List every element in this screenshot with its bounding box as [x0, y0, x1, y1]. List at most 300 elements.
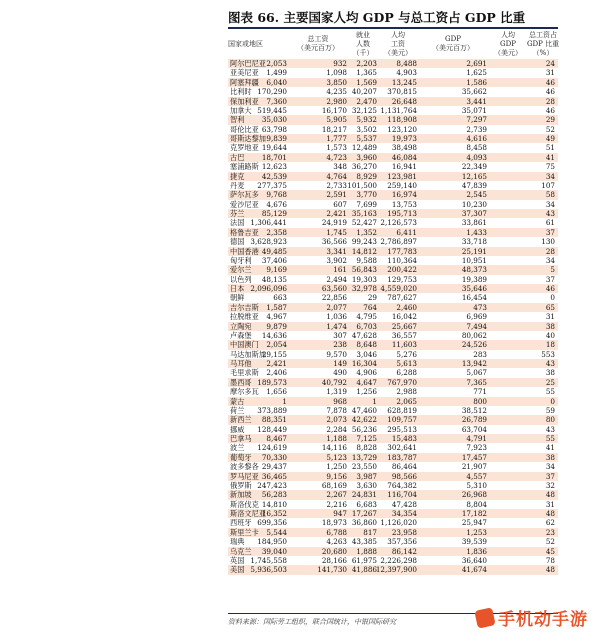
- row-wage-per-capita: 7,125: [356, 434, 377, 443]
- table-row: [228, 143, 558, 152]
- row-wage-share: 65: [545, 302, 555, 312]
- row-wage-share: 55: [545, 434, 555, 443]
- row-country: 西班牙: [230, 518, 252, 528]
- row-gdp: 195,713: [387, 209, 417, 218]
- row-gdp: 1,126,020: [380, 518, 417, 528]
- row-gdp: 47,428: [391, 499, 417, 509]
- row-gdp: 38,498: [391, 143, 417, 153]
- row-wage-per-capita: 3,046: [356, 349, 377, 359]
- row-gdp: 13,753: [391, 199, 417, 209]
- row-gdp-per-capita: 35,646: [461, 284, 487, 293]
- row-wage-per-capita: 1,352: [356, 227, 377, 237]
- row-total-wages: 88,351: [261, 415, 287, 425]
- row-employment: 7,878: [326, 405, 347, 415]
- table-row: [228, 472, 558, 481]
- row-employment: 2,980: [326, 96, 347, 106]
- row-gdp: 46,084: [391, 152, 417, 162]
- row-wage-per-capita: 40,207: [351, 87, 377, 97]
- row-wage-share: 18: [545, 340, 555, 350]
- row-country: 保加利亚: [230, 96, 259, 106]
- row-country: 智利: [230, 115, 245, 125]
- row-total-wages: 9,839: [266, 134, 287, 143]
- row-wage-per-capita: 61,975: [351, 555, 377, 565]
- row-total-wages: 48,135: [261, 274, 287, 284]
- row-wage-per-capita: 4,906: [356, 368, 377, 378]
- row-country: 摩尔多瓦: [230, 387, 259, 397]
- header-country-label: 国家或地区: [228, 39, 263, 48]
- table-row: [228, 350, 558, 359]
- row-country: 葡萄牙: [230, 452, 252, 462]
- row-employment: 968: [333, 396, 347, 406]
- row-wage-share: 38: [545, 368, 555, 378]
- row-country: 斯洛伐克: [230, 499, 259, 509]
- row-country: 阿尔巴尼亚: [230, 59, 266, 68]
- row-wage-share: 43: [545, 359, 555, 368]
- row-gdp: 767,970: [387, 377, 417, 387]
- row-wage-per-capita: 4,647: [356, 377, 377, 387]
- header-line: （%）: [532, 48, 554, 57]
- row-wage-share: 48: [545, 565, 555, 575]
- row-wage-per-capita: 101,500: [347, 180, 377, 190]
- table-row: [228, 322, 558, 331]
- header-line: 工资: [391, 39, 405, 48]
- row-employment: 1,474: [326, 321, 347, 331]
- row-country: 波多黎各: [230, 462, 259, 472]
- table-body: [228, 59, 558, 575]
- row-wage-per-capita: 41,886: [351, 565, 377, 575]
- row-country: 斯里兰卡: [230, 527, 259, 537]
- watermark-text: 手机动手游: [498, 610, 588, 630]
- row-gdp: 6,411: [396, 227, 417, 237]
- row-total-wages: 14,636: [261, 330, 287, 340]
- table-row: [228, 106, 558, 115]
- row-country: 芬兰: [230, 209, 245, 218]
- row-total-wages: 9,169: [266, 265, 287, 275]
- row-total-wages: 1,587: [266, 302, 287, 312]
- row-gdp: 110,364: [387, 255, 417, 265]
- row-country: 古巴: [230, 152, 245, 162]
- row-gdp-per-capita: 24,526: [461, 340, 487, 350]
- source-note: 资料来源：国际劳工组织，联合国统计，中银国际研究: [228, 618, 396, 626]
- row-wage-share: 59: [545, 405, 555, 415]
- row-gdp-per-capita: 19,389: [461, 274, 487, 284]
- row-country: 马达加斯加: [230, 349, 266, 359]
- header-line: 人均: [391, 30, 405, 39]
- row-country: 卢森堡: [230, 330, 252, 340]
- row-wage-share: 43: [545, 424, 555, 434]
- row-wage-share: 75: [545, 162, 555, 172]
- row-gdp: 2,786,897: [380, 237, 417, 247]
- row-gdp-per-capita: 4,557: [466, 471, 487, 481]
- row-gdp: 15,483: [391, 434, 417, 443]
- row-wage-per-capita: 42,622: [351, 415, 377, 425]
- row-employment: 2,216: [326, 499, 347, 509]
- row-gdp: 25,667: [391, 321, 417, 331]
- row-country: 毛里求斯: [230, 368, 259, 378]
- row-gdp: 5,613: [396, 359, 417, 368]
- table-row: [228, 481, 558, 490]
- row-wage-share: 52: [545, 124, 555, 134]
- table-row: [228, 134, 558, 143]
- row-employment: 1,036: [326, 312, 347, 322]
- row-gdp-per-capita: 35,071: [461, 105, 487, 115]
- row-wage-per-capita: 1,365: [356, 68, 377, 78]
- row-total-wages: 63,798: [261, 124, 287, 134]
- row-country: 亚美尼亚: [230, 68, 259, 78]
- row-employment: 1,573: [326, 143, 347, 153]
- row-country: 挪威: [230, 424, 245, 434]
- header-gdp: [418, 29, 488, 59]
- row-total-wages: 6,040: [266, 77, 287, 87]
- row-wage-share: 48: [545, 509, 555, 518]
- row-wage-per-capita: 13,729: [351, 452, 377, 462]
- row-country: 日本: [230, 284, 245, 293]
- row-employment: 141,730: [317, 565, 347, 575]
- row-employment: 2,267: [326, 490, 347, 500]
- row-wage-share: 61: [545, 218, 555, 228]
- row-wage-share: 46: [545, 87, 555, 97]
- row-country: 哥斯达黎加: [230, 134, 266, 143]
- row-gdp-per-capita: 41,674: [461, 565, 487, 575]
- row-gdp: 5,276: [396, 349, 417, 359]
- row-wage-per-capita: 32,978: [351, 284, 377, 293]
- row-total-wages: 170,290: [257, 87, 287, 97]
- row-wage-per-capita: 56,236: [351, 424, 377, 434]
- table-row: [228, 265, 558, 274]
- table-row: [228, 415, 558, 424]
- table-row: [228, 537, 558, 546]
- row-total-wages: 5,936,503: [250, 565, 287, 575]
- row-gdp-per-capita: 10,230: [461, 199, 487, 209]
- row-wage-share: 37: [545, 471, 555, 481]
- row-employment: 24,919: [321, 218, 347, 228]
- row-wage-share: 43: [545, 209, 555, 218]
- row-country: 格鲁吉亚: [230, 227, 259, 237]
- row-gdp: 1,131,764: [380, 105, 417, 115]
- row-employment: 4,235: [326, 87, 347, 97]
- row-total-wages: 277,375: [257, 180, 287, 190]
- header-employment: [348, 29, 378, 59]
- table-row: [228, 237, 558, 246]
- row-employment: 5,123: [326, 452, 347, 462]
- table-row: [228, 547, 558, 556]
- row-employment: 2,077: [326, 302, 347, 312]
- row-country: 波兰: [230, 443, 245, 453]
- row-gdp: 34,354: [391, 509, 417, 518]
- row-gdp: 129,753: [387, 274, 417, 284]
- row-wage-per-capita: 29: [367, 293, 377, 303]
- row-gdp-per-capita: 33,861: [461, 218, 487, 228]
- row-employment: 149: [333, 359, 347, 368]
- row-gdp-per-capita: 17,182: [461, 509, 487, 518]
- row-wage-per-capita: 1: [372, 396, 377, 406]
- table-row: [228, 406, 558, 415]
- row-wage-per-capita: 3,987: [356, 471, 377, 481]
- row-wage-share: 28: [545, 96, 555, 106]
- row-total-wages: 56,283: [261, 490, 287, 500]
- row-country: 马耳他: [230, 359, 252, 368]
- row-wage-per-capita: 52,427: [351, 218, 377, 228]
- row-wage-per-capita: 1,256: [356, 387, 377, 397]
- row-employment: 14,116: [321, 443, 347, 453]
- row-wage-share: 52: [545, 537, 555, 547]
- row-gdp-per-capita: 4,093: [466, 152, 487, 162]
- row-gdp-per-capita: 39,539: [461, 537, 487, 547]
- row-gdp-per-capita: 800: [473, 396, 487, 406]
- row-gdp: 123,120: [387, 124, 417, 134]
- row-wage-per-capita: 1,888: [356, 546, 377, 556]
- row-gdp: 16,941: [391, 162, 417, 172]
- row-gdp-per-capita: 33,718: [461, 237, 487, 247]
- row-wage-share: 130: [541, 237, 555, 247]
- row-gdp-per-capita: 80,062: [461, 330, 487, 340]
- row-employment: 1,319: [326, 387, 347, 397]
- row-gdp: 4,903: [396, 68, 417, 78]
- row-total-wages: 2,054: [266, 340, 287, 350]
- row-employment: 68,169: [321, 480, 347, 490]
- row-wage-per-capita: 24,831: [351, 490, 377, 500]
- row-gdp: 16,974: [391, 190, 417, 200]
- row-country: 墨西哥: [230, 377, 252, 387]
- row-total-wages: 4,676: [266, 199, 287, 209]
- header-line: GDP: [445, 35, 461, 43]
- row-wage-per-capita: 3,770: [356, 190, 377, 200]
- row-wage-per-capita: 1,569: [356, 77, 377, 87]
- row-wage-share: 38: [545, 321, 555, 331]
- row-wage-share: 31: [545, 312, 555, 322]
- row-wage-share: 5: [550, 265, 555, 275]
- row-wage-per-capita: 6,703: [356, 321, 377, 331]
- table-row: [228, 59, 558, 68]
- row-wage-per-capita: 8,828: [356, 443, 377, 453]
- table-row: [228, 359, 558, 368]
- header-line: 总工资: [307, 35, 329, 43]
- row-wage-share: 24: [545, 59, 555, 68]
- row-employment: 932: [333, 59, 347, 68]
- header-line: （美元百万）: [297, 44, 339, 52]
- row-wage-per-capita: 4,795: [356, 312, 377, 322]
- row-gdp: 295,513: [387, 424, 417, 434]
- row-wage-share: 31: [545, 499, 555, 509]
- row-total-wages: 42,539: [261, 171, 287, 181]
- row-wage-share: 23: [545, 527, 555, 537]
- row-total-wages: 3,628,923: [250, 237, 287, 247]
- table-row: [228, 340, 558, 349]
- row-gdp: 123,981: [387, 171, 417, 181]
- row-gdp-per-capita: 7,297: [466, 115, 487, 125]
- row-gdp-per-capita: 1,836: [466, 546, 487, 556]
- row-gdp: 36,557: [391, 330, 417, 340]
- row-wage-share: 29: [545, 115, 555, 125]
- row-country: 立陶宛: [230, 321, 252, 331]
- row-wage-share: 41: [545, 443, 555, 453]
- row-country: 阿塞拜疆: [230, 77, 259, 87]
- row-country: 法国: [230, 218, 245, 228]
- row-country: 新加坡: [230, 490, 252, 500]
- row-gdp-per-capita: 25,947: [461, 518, 487, 528]
- row-country: 蒙古: [230, 396, 245, 406]
- row-gdp-per-capita: 26,789: [461, 415, 487, 425]
- row-employment: 1,188: [326, 434, 347, 443]
- row-total-wages: 663: [273, 293, 287, 303]
- row-wage-per-capita: 8,648: [356, 340, 377, 350]
- row-total-wages: 36,465: [261, 471, 287, 481]
- row-wage-share: 553: [541, 349, 555, 359]
- row-gdp-per-capita: 4,791: [466, 434, 487, 443]
- row-wage-per-capita: 5,537: [356, 134, 377, 143]
- row-total-wages: 70,330: [261, 452, 287, 462]
- table-row: [228, 368, 558, 377]
- row-total-wages: 18,701: [261, 152, 287, 162]
- row-country: 塞浦路斯: [230, 162, 259, 172]
- row-gdp: 357,356: [387, 537, 417, 547]
- table-row: [228, 500, 558, 509]
- row-gdp: 11,603: [391, 340, 417, 350]
- row-wage-per-capita: 9,588: [356, 255, 377, 265]
- row-total-wages: 8,467: [266, 434, 287, 443]
- row-wage-share: 45: [545, 546, 555, 556]
- row-country: 拉脱维亚: [230, 312, 259, 322]
- row-gdp: 200,422: [387, 265, 417, 275]
- row-country: 中国香港: [230, 246, 259, 256]
- header-wage-per-capita: [378, 29, 418, 59]
- row-employment: 22,856: [321, 293, 347, 303]
- row-gdp-per-capita: 771: [473, 387, 487, 397]
- table-row: [228, 331, 558, 340]
- row-employment: 1,777: [326, 134, 347, 143]
- row-gdp-per-capita: 47,839: [461, 180, 487, 190]
- row-country: 新西兰: [230, 415, 252, 425]
- watermark-logo-icon: [474, 607, 495, 628]
- row-total-wages: 5,544: [266, 527, 287, 537]
- table-row: [228, 453, 558, 462]
- row-gdp-per-capita: 12,165: [461, 171, 487, 181]
- row-country: 萨尔瓦多: [230, 190, 259, 200]
- row-employment: 9,570: [326, 349, 347, 359]
- row-wage-per-capita: 14,812: [351, 246, 377, 256]
- row-gdp: 8,488: [396, 59, 417, 68]
- row-total-wages: 128,449: [257, 424, 287, 434]
- row-total-wages: 373,889: [257, 405, 287, 415]
- row-wage-per-capita: 56,843: [351, 265, 377, 275]
- header-total-wages: [288, 29, 348, 59]
- row-total-wages: 85,129: [261, 209, 287, 218]
- row-gdp: 19,973: [391, 134, 417, 143]
- row-country: 朝鲜: [230, 293, 245, 303]
- row-wage-share: 58: [545, 190, 555, 200]
- row-total-wages: 2,096,096: [250, 284, 287, 293]
- table-row: [228, 565, 558, 574]
- row-total-wages: 29,437: [261, 462, 287, 472]
- row-employment: 18,217: [321, 124, 347, 134]
- row-employment: 40,792: [321, 377, 347, 387]
- row-employment: 20,680: [321, 546, 347, 556]
- row-employment: 3,341: [326, 246, 347, 256]
- row-gdp-per-capita: 1,433: [466, 227, 487, 237]
- table-row: [228, 172, 558, 181]
- row-wage-per-capita: 5,932: [356, 115, 377, 125]
- table-row: [228, 153, 558, 162]
- row-gdp: 118,908: [387, 115, 417, 125]
- row-gdp-per-capita: 37,307: [461, 209, 487, 218]
- row-wage-per-capita: 764: [363, 302, 377, 312]
- row-country: 荷兰: [230, 405, 245, 415]
- row-gdp-per-capita: 8,804: [466, 499, 487, 509]
- row-gdp: 259,140: [387, 180, 417, 190]
- row-gdp: 86,464: [391, 462, 417, 472]
- row-gdp: 2,988: [396, 387, 417, 397]
- row-total-wages: 29,155: [261, 349, 287, 359]
- row-gdp-per-capita: 3,441: [466, 96, 487, 106]
- row-wage-per-capita: 36,860: [351, 518, 377, 528]
- row-wage-share: 32: [545, 480, 555, 490]
- row-wage-share: 31: [545, 68, 555, 78]
- row-wage-per-capita: 2,203: [356, 59, 377, 68]
- row-country: 罗马尼亚: [230, 471, 259, 481]
- row-gdp: 787,627: [387, 293, 417, 303]
- table-row: [228, 247, 558, 256]
- row-gdp: 183,787: [387, 452, 417, 462]
- row-country: 中国澳门: [230, 340, 259, 350]
- row-total-wages: 1,745,558: [250, 555, 287, 565]
- row-wage-per-capita: 12,489: [351, 143, 377, 153]
- row-total-wages: 12,623: [261, 162, 287, 172]
- row-gdp-per-capita: 22,349: [461, 162, 487, 172]
- table-row: [228, 303, 558, 312]
- row-employment: 4,723: [326, 152, 347, 162]
- row-total-wages: 16,352: [261, 509, 287, 518]
- row-employment: 2,591: [326, 190, 347, 200]
- row-employment: 18,973: [321, 518, 347, 528]
- row-total-wages: 1: [282, 396, 287, 406]
- table-row: [228, 556, 558, 565]
- row-wage-share: 34: [545, 171, 555, 181]
- table-row: [228, 462, 558, 471]
- row-employment: 1,250: [326, 462, 347, 472]
- row-wage-share: 34: [545, 462, 555, 472]
- row-gdp-per-capita: 26,968: [461, 490, 487, 500]
- row-wage-per-capita: 43,385: [351, 537, 377, 547]
- row-employment: 6,788: [326, 527, 347, 537]
- row-gdp-per-capita: 48,373: [461, 265, 487, 275]
- row-gdp: 12,397,900: [375, 565, 417, 575]
- row-wage-share: 34: [545, 199, 555, 209]
- row-total-wages: 2,421: [266, 359, 287, 368]
- row-country: 匈牙利: [230, 255, 252, 265]
- row-employment: 307: [333, 330, 347, 340]
- row-total-wages: 699,356: [257, 518, 287, 528]
- row-total-wages: 124,619: [257, 443, 287, 453]
- row-total-wages: 4,967: [266, 312, 287, 322]
- header-wage-share: [528, 29, 558, 59]
- table-row: [228, 125, 558, 134]
- table-row: [228, 443, 558, 452]
- table-row: [228, 284, 558, 293]
- row-gdp-per-capita: 2,545: [466, 190, 487, 200]
- row-gdp-per-capita: 4,616: [466, 134, 487, 143]
- row-total-wages: 189,573: [257, 377, 287, 387]
- row-gdp-per-capita: 7,494: [466, 321, 487, 331]
- row-gdp-per-capita: 7,365: [466, 377, 487, 387]
- row-total-wages: 49,485: [261, 246, 287, 256]
- row-gdp-per-capita: 36,640: [461, 555, 487, 565]
- row-wage-per-capita: 3,630: [356, 480, 377, 490]
- row-employment: 348: [333, 162, 347, 172]
- row-wage-per-capita: 99,243: [351, 237, 377, 247]
- row-wage-per-capita: 32,125: [351, 105, 377, 115]
- table-row: [228, 397, 558, 406]
- row-wage-share: 48: [545, 490, 555, 500]
